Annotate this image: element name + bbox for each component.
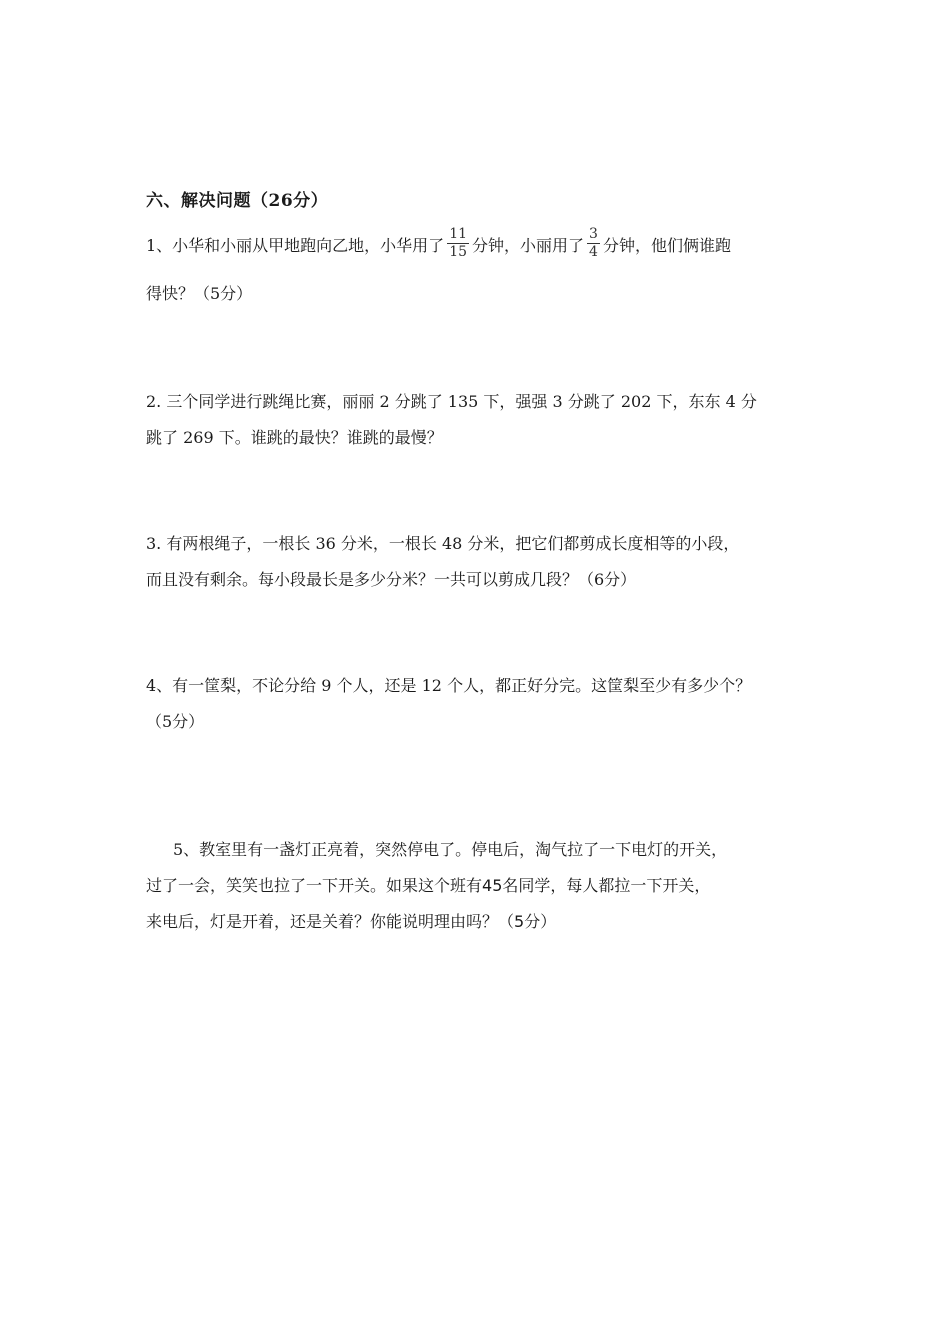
- question-1: [146, 222, 816, 312]
- question-4: [146, 668, 816, 740]
- question-1-line-2: 得快？（5分）: [146, 284, 253, 303]
- question-4-line-1: 4、有一筐梨，不论分给 9 个人，还是 12 个人，都正好分完。这筐梨至少有多少个？: [146, 676, 752, 695]
- fraction-three-quarters: [587, 226, 600, 261]
- question-3-line-1: 3. 有两根绳子，一根长 36 分米，一根长 48 分米，把它们都剪成长度相等的小段，: [146, 534, 740, 553]
- fraction-eleven-fifteenths: [447, 226, 469, 261]
- question-3: [146, 526, 816, 598]
- question-1-text-a: 1、小华和小丽从甲地跑向乙地，小华用了: [146, 236, 445, 255]
- question-4-line-2: （5分）: [146, 712, 205, 731]
- student-count: 45: [482, 876, 503, 895]
- question-5-line-3: [146, 904, 816, 940]
- question-2-line-1: 2. 三个同学进行跳绳比赛，丽丽 2 分跳了 135 下，强强 3 分跳了 202 下，东东 4 分: [146, 392, 757, 411]
- question-5: [146, 832, 816, 940]
- fraction-2-numerator: 3: [589, 226, 598, 242]
- section-title: 六、解决问题（26分）: [146, 191, 329, 211]
- question-5-line-3-a: 来电后，灯是开着，还是关着？你能说明理由吗？（: [146, 912, 515, 931]
- question-5-line-2: [146, 868, 816, 904]
- question-5-line-3-b: 分）: [524, 912, 557, 931]
- question-5-line-2-b: 名同学，每人都拉一下开关，: [502, 876, 711, 895]
- question-2-line-2: 跳了 269 下。谁跳的最快？谁跳的最慢？: [146, 428, 443, 447]
- question-1-line-1: [146, 222, 816, 270]
- fraction-1-numerator: 11: [449, 226, 468, 242]
- question-5-line-1: 5、教室里有一盏灯正亮着，突然停电了。停电后，淘气拉了一下电灯的开关，: [173, 840, 728, 859]
- fraction-2-denominator: 4: [589, 244, 598, 260]
- fraction-1-denominator: 15: [449, 244, 468, 260]
- question-3-line-2: 而且没有剩余。每小段最长是多少分米？一共可以剪成几段？（6分）: [146, 570, 637, 589]
- question-5-score: 5: [514, 912, 525, 931]
- question-5-line-2-a: 过了一会，笑笑也拉了一下开关。如果这个班有: [146, 876, 483, 895]
- question-1-text-c: 分钟，他们俩谁跑: [602, 236, 731, 255]
- question-2: [146, 384, 816, 456]
- question-1-text-b: 分钟，小丽用了: [472, 236, 585, 255]
